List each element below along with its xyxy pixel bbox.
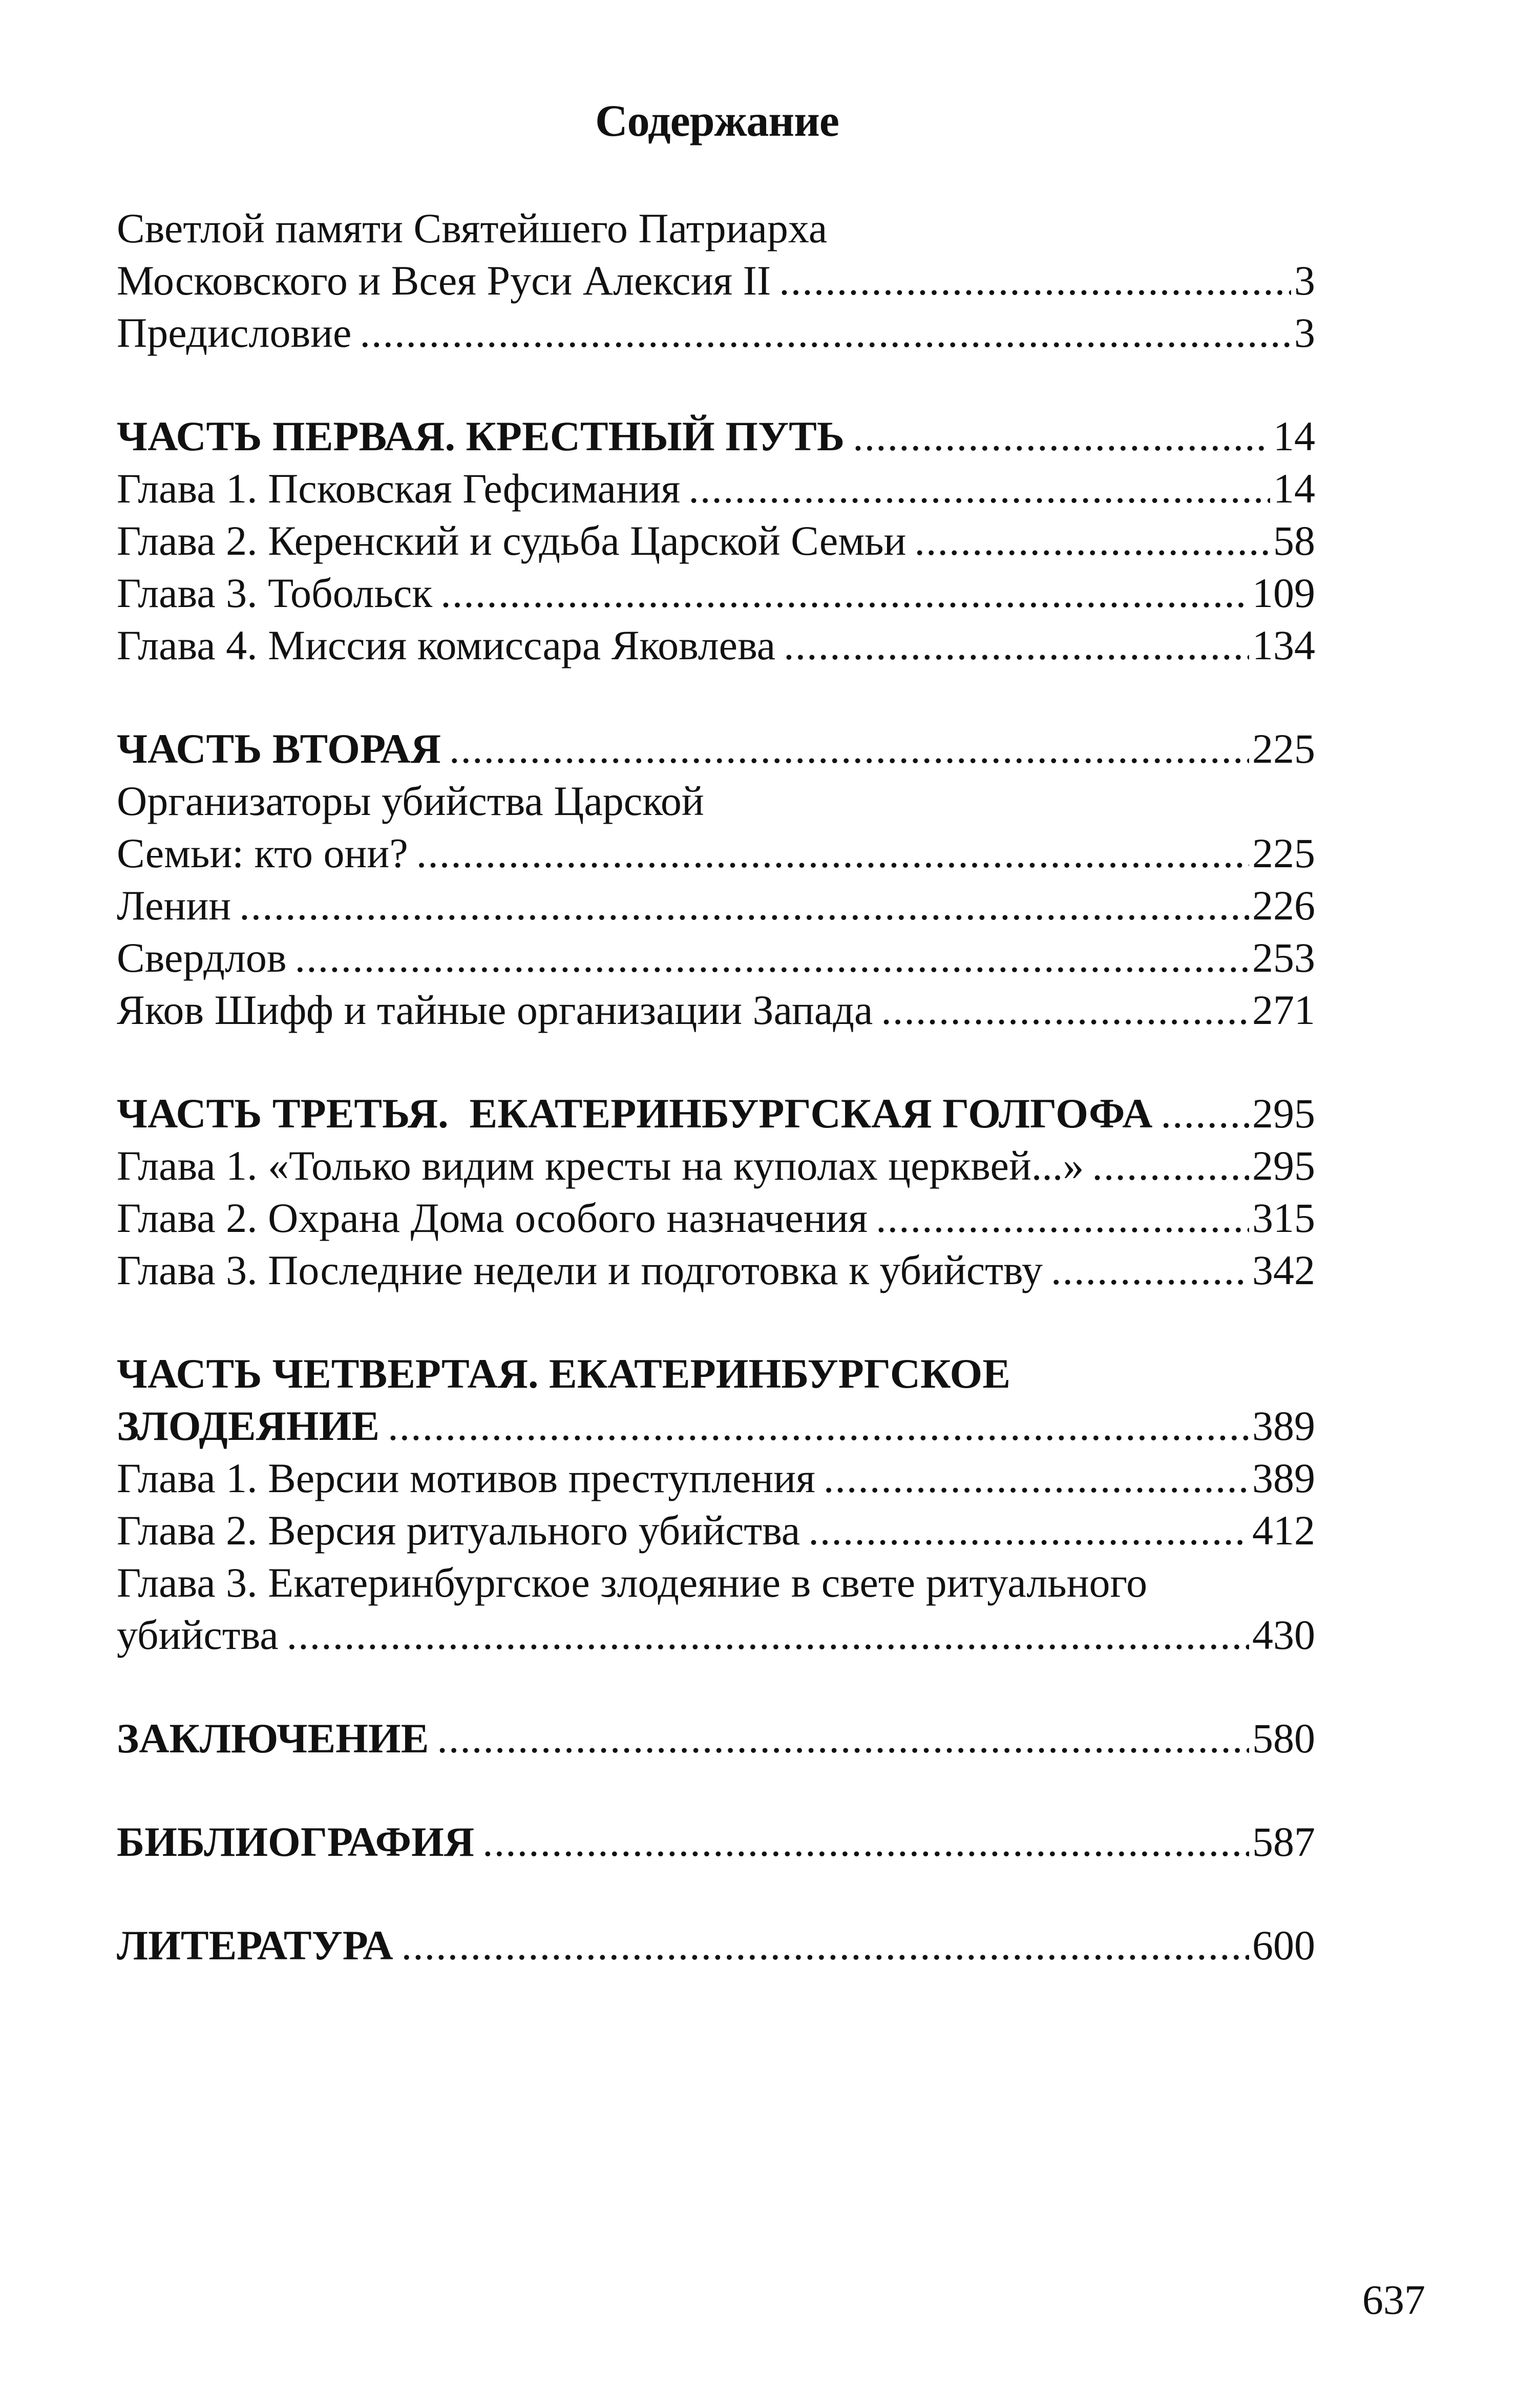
page-number: 637 [1362,2276,1425,2323]
dot-leader [881,984,1249,1036]
toc-entry-text: Глава 2. Версия ритуального убийства [117,1507,800,1554]
section-gap [117,1868,1315,1919]
toc-entry [117,1557,1315,1609]
toc-entry-text: Светлой памяти Святейшего Патриарха [117,205,828,252]
toc-entry-text: Глава 3. Тобольск [117,570,433,616]
toc-entry-text: ЧАСТЬ ВТОРАЯ [117,725,441,772]
toc-entry[interactable] [117,619,1315,672]
toc-entry[interactable] [117,932,1315,984]
dot-leader [1092,1140,1249,1192]
toc-entry-page: 3 [1294,309,1315,356]
toc-part-heading[interactable] [117,1087,1315,1140]
toc-part-heading[interactable] [117,1400,1315,1452]
toc-entry-page: 134 [1252,622,1315,668]
toc-entry-page: 600 [1252,1922,1315,1969]
dot-leader [1161,1087,1250,1140]
toc-entry-page: 14 [1273,465,1315,512]
dot-leader [853,410,1270,463]
toc-entry[interactable] [117,880,1315,932]
toc-part-heading[interactable] [117,410,1315,463]
table-of-contents [117,202,1315,1972]
toc-entry-text: Свердлов [117,934,287,981]
toc-entry[interactable] [117,463,1315,515]
dot-leader [449,723,1249,775]
toc-entry[interactable] [117,1192,1315,1244]
toc-entry[interactable] [117,1244,1315,1296]
toc-entry-page: 271 [1252,987,1315,1033]
toc-part-heading [117,1348,1315,1400]
toc-part-heading[interactable] [117,723,1315,775]
toc-entry-text: Глава 1. «Только видим кресты на куполах церквей...» [117,1142,1084,1189]
toc-entry[interactable] [117,984,1315,1036]
section-gap [117,1296,1315,1348]
toc-entry-text: Московского и Всея Руси Алексия II [117,257,771,304]
dot-leader [779,255,1291,307]
toc-entry[interactable] [117,255,1315,307]
section-gap [117,1765,1315,1816]
toc-entry[interactable] [117,1140,1315,1192]
toc-entry-page: 3 [1294,257,1315,304]
toc-entry-text: убийства [117,1611,279,1658]
toc-entry-text: ЧАСТЬ ТРЕТЬЯ. ЕКАТЕРИНБУРГСКАЯ ГОЛГОФА [117,1090,1153,1137]
toc-entry-text: ЛИТЕРАТУРА [117,1922,393,1969]
toc-part-heading[interactable] [117,1816,1315,1868]
toc-entry-text: Глава 4. Миссия комиссара Яковлева [117,622,776,668]
toc-entry-page: 412 [1252,1507,1315,1554]
toc-entry[interactable] [117,307,1315,359]
dot-leader [688,463,1270,515]
toc-entry[interactable] [117,1609,1315,1661]
toc-entry-text: Глава 3. Екатеринбургское злодеяние в свете ритуального [117,1559,1148,1606]
dot-leader [824,1452,1249,1504]
toc-entry-text: Предисловие [117,309,352,356]
section-gap [117,672,1315,723]
toc-entry[interactable] [117,1504,1315,1557]
toc-entry-text: Ленин [117,882,231,929]
section-gap [117,1661,1315,1712]
dot-leader [388,1400,1249,1452]
toc-entry-text: ЧАСТЬ ПЕРВАЯ. КРЕСТНЫЙ ПУТЬ [117,413,845,459]
toc-entry-text: БИБЛИОГРАФИЯ [117,1818,475,1865]
toc-entry-page: 389 [1252,1455,1315,1501]
dot-leader [482,1816,1249,1868]
toc-entry-text: ЗЛОДЕЯНИЕ [117,1403,380,1449]
toc-entry-page: 109 [1252,570,1315,616]
toc-entry-text: Организаторы убийства Царской [117,778,704,824]
toc-entry-page: 430 [1252,1611,1315,1658]
toc-entry-page: 58 [1273,517,1315,564]
toc-entry-page: 226 [1252,882,1315,929]
toc-entry-page: 315 [1252,1195,1315,1241]
toc-entry-page: 253 [1252,934,1315,981]
toc-entry-text: ЗАКЛЮЧЕНИЕ [117,1715,429,1762]
dot-leader [416,827,1249,880]
toc-entry[interactable] [117,1452,1315,1504]
dot-leader [440,567,1249,619]
toc-entry-text: ЧАСТЬ ЧЕТВЕРТАЯ. ЕКАТЕРИНБУРГСКОЕ [117,1350,1011,1397]
toc-entry[interactable] [117,515,1315,567]
toc-entry-text: Глава 2. Керенский и судьба Царской Семьи [117,517,906,564]
toc-part-heading[interactable] [117,1712,1315,1765]
dot-leader [784,619,1249,672]
dot-leader [239,880,1249,932]
dot-leader [402,1919,1249,1972]
dot-leader [808,1504,1249,1557]
toc-entry[interactable] [117,827,1315,880]
dot-leader [1051,1244,1249,1296]
dot-leader [295,932,1249,984]
toc-part-heading[interactable] [117,1919,1315,1972]
toc-entry-page: 587 [1252,1818,1315,1865]
toc-entry[interactable] [117,567,1315,619]
toc-entry-text: Яков Шифф и тайные организации Запада [117,987,873,1033]
dot-leader [914,515,1270,567]
dot-leader [437,1712,1249,1765]
toc-entry-text: Глава 1. Псковская Гефсимания [117,465,681,512]
toc-entry-page: 14 [1273,413,1315,459]
section-gap [117,1036,1315,1087]
section-gap [117,359,1315,410]
toc-entry-page: 295 [1252,1142,1315,1189]
toc-entry-page: 225 [1252,830,1315,876]
toc-entry-text: Глава 3. Последние недели и подготовка к убийству [117,1247,1043,1293]
dot-leader [287,1609,1249,1661]
dot-leader [360,307,1291,359]
toc-entry-text: Глава 1. Версии мотивов преступления [117,1455,815,1501]
toc-entry [117,202,1315,255]
toc-entry-text: Глава 2. Охрана Дома особого назначения [117,1195,868,1241]
toc-entry [117,775,1315,827]
toc-entry-text: Семьи: кто они? [117,830,408,876]
toc-entry-page: 389 [1252,1403,1315,1449]
toc-entry-page: 580 [1252,1715,1315,1762]
page-title: Содержание [595,96,839,146]
toc-entry-page: 342 [1252,1247,1315,1293]
dot-leader [876,1192,1249,1244]
toc-entry-page: 225 [1252,725,1315,772]
toc-entry-page: 295 [1252,1090,1315,1137]
